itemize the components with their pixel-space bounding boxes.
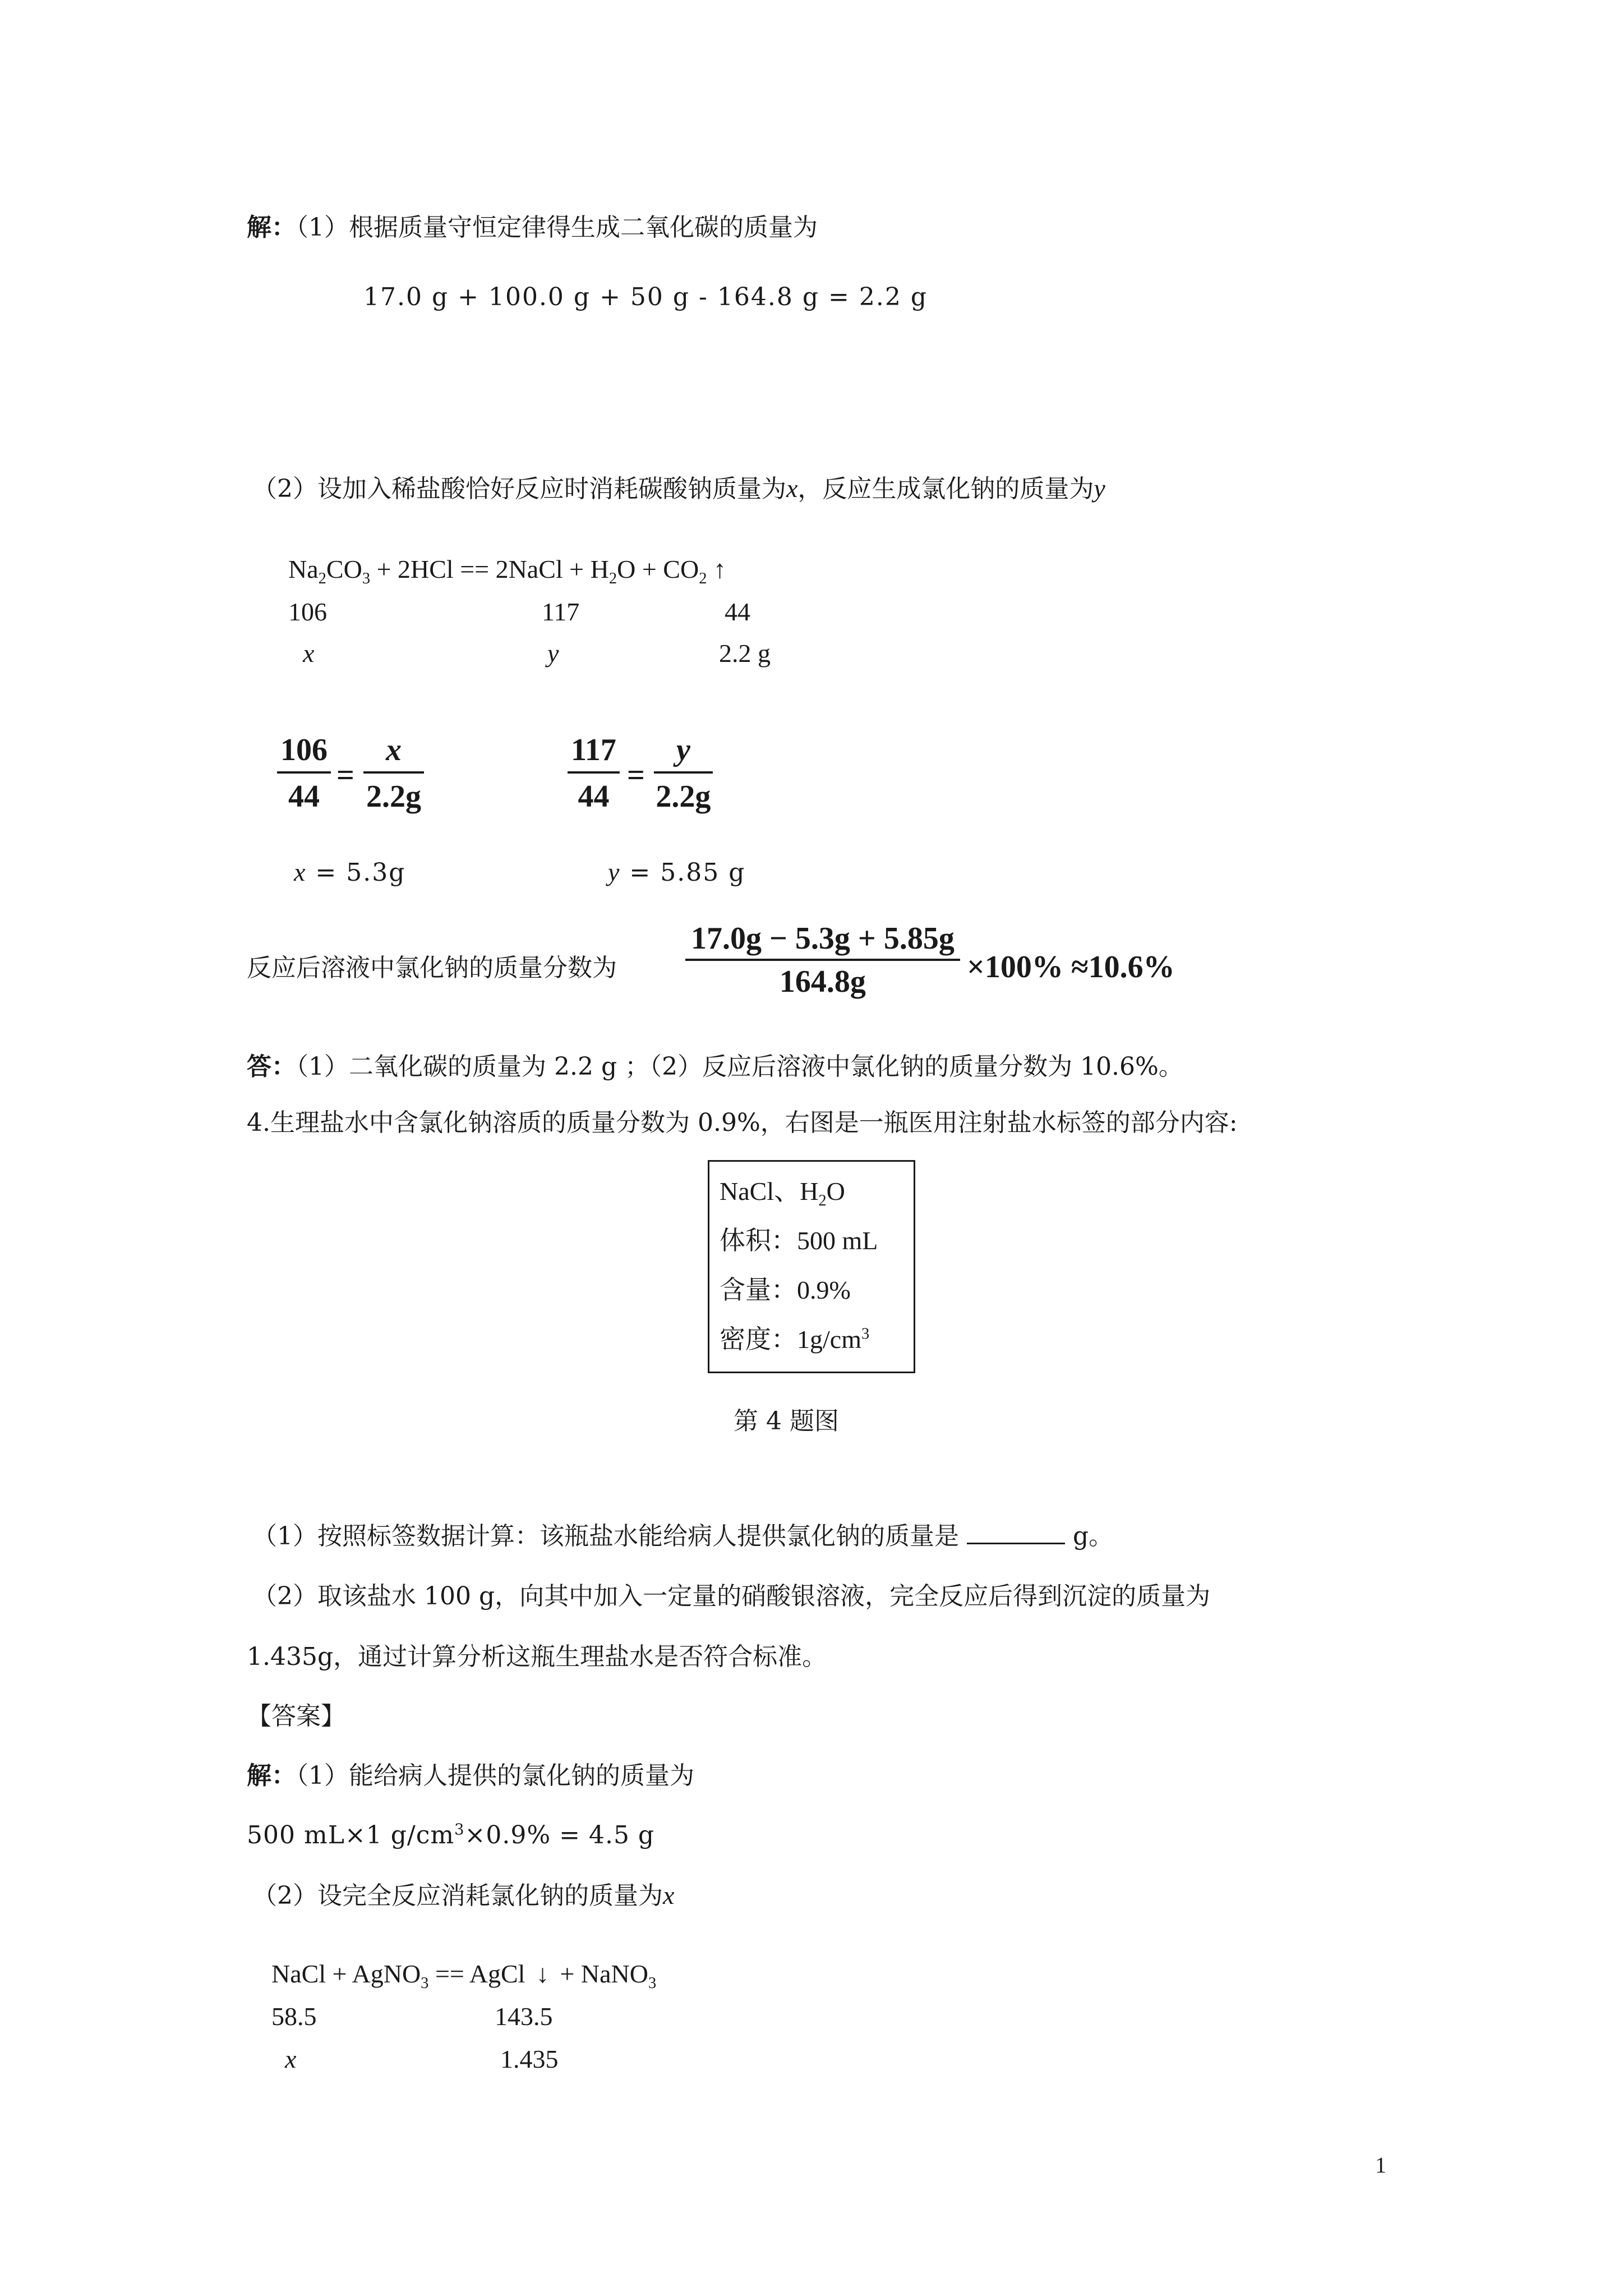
known-agcl-mass: 1.435 (500, 2045, 559, 2073)
known-co2-mass: 2.2 g (719, 639, 771, 668)
question-4-part-2-line-2: 1.435g，通过计算分析这瓶生理盐水是否符合标准。 (247, 1642, 827, 1671)
page-number: 1 (1375, 2152, 1386, 2178)
answer-header: 【答案】 (247, 1702, 345, 1731)
answer-text: （1）二氧化碳的质量为 2.2 g ；（2）反应后溶液中氯化钠的质量分数为 10.6%。 (296, 1052, 1183, 1081)
molar-mass-nacl: 117 (542, 597, 580, 626)
label-density: 密度：$1g/cm^3$ (720, 1325, 870, 1354)
solution-q4-1: 解：（1）能给病人提供的氯化钠的质量为 (247, 1761, 694, 1790)
chemical-equation-1: $Na_2CO_3 + 2HCl$ == 2NaCl + $H_2O + CO_2$ ↑ (288, 555, 726, 588)
solution-1-heading (247, 214, 818, 241)
label-volume: 体积：500 mL (720, 1226, 878, 1255)
molar-mass-agcl: 143.5 (495, 2002, 553, 2031)
result-y: y = 5.85 g (608, 858, 746, 887)
ratio-2-left: $\frac{117}{44}$ (568, 734, 620, 813)
result-x: x = 5.3g (294, 858, 406, 887)
molar-mass-na2co3: 106 (288, 597, 327, 626)
co2-mass-calculation: 17.0 g + 100.0 g + 50 g - 164.8 g = 2.2 g (363, 283, 928, 311)
gas-arrow: ↑ (707, 555, 726, 583)
chemical-equation-2: NaCl + AgNO$_3$ == AgCl ↓ + NaNO$_3$ (271, 1959, 657, 1993)
solution-q4-2: （2）设完全反应消耗氯化钠的质量为x (252, 1881, 675, 1910)
ratio-1-equals: = (336, 758, 354, 793)
var-x: x (786, 474, 798, 503)
saline-bottle-label (708, 1160, 915, 1373)
label-ingredients: NaCl、$H_2O$ (720, 1177, 845, 1210)
mass-fraction-intro: 反应后溶液中氯化钠的质量分数为 (247, 954, 617, 982)
solution-1-text: （1）根据质量守恒定律得生成二氧化碳的质量为 (296, 213, 818, 242)
ratio-2-right: $\frac{y}{2.2g}$ (654, 734, 713, 813)
unknown-y: y (547, 639, 559, 668)
mass-fraction: $\frac{17.0g - 5.3g + 5.85g}{164.8g}$ (685, 922, 960, 999)
sodium-chloride-mass-calc: 500 mL×1 $g/cm^3\times 0.9\% = 4.5$ g (247, 1821, 655, 1849)
precipitate-arrow: ↓ (536, 1959, 549, 1988)
molar-mass-nacl-2: 58.5 (271, 2002, 317, 2031)
label-content: 含量：0.9% (720, 1276, 851, 1304)
ratio-1-right: $\frac{x}{2.2g}$ (363, 734, 424, 813)
mass-fraction-result: ×100% ≈10.6% (967, 950, 1175, 984)
ratio-2-equals: = (627, 758, 645, 793)
unknown-x-2: x (285, 2045, 297, 2073)
solution-2-intro: （2）设加入稀盐酸恰好反应时消耗碳酸钠质量为x，反应生成氯化钠的质量为y (252, 474, 1105, 503)
answer-blank (967, 1522, 1065, 1544)
answer-line (247, 1053, 1183, 1080)
answer-label: 答： (247, 1052, 296, 1081)
molar-mass-co2: 44 (725, 597, 750, 626)
question-4-part-2-line-1: （2）取该盐水 100 g，向其中加入一定量的硝酸银溶液，完全反应后得到沉淀的质量为 (252, 1582, 1211, 1611)
figure-caption: 第 4 题图 (734, 1407, 839, 1435)
jie-label: 解： (247, 213, 296, 242)
ratio-1-left: $\frac{106}{44}$ (277, 734, 331, 813)
unknown-x: x (303, 639, 315, 668)
question-4-stem: 4.生理盐水中含氯化钠溶质的质量分数为 0.9%，右图是一瓶医用注射盐水标签的部分内容: (247, 1108, 1238, 1137)
question-4-part-1: （1）按照标签数据计算：该瓶盐水能给病人提供氯化钠的质量是 g。 (252, 1522, 1114, 1550)
var-y: y (1094, 474, 1105, 503)
